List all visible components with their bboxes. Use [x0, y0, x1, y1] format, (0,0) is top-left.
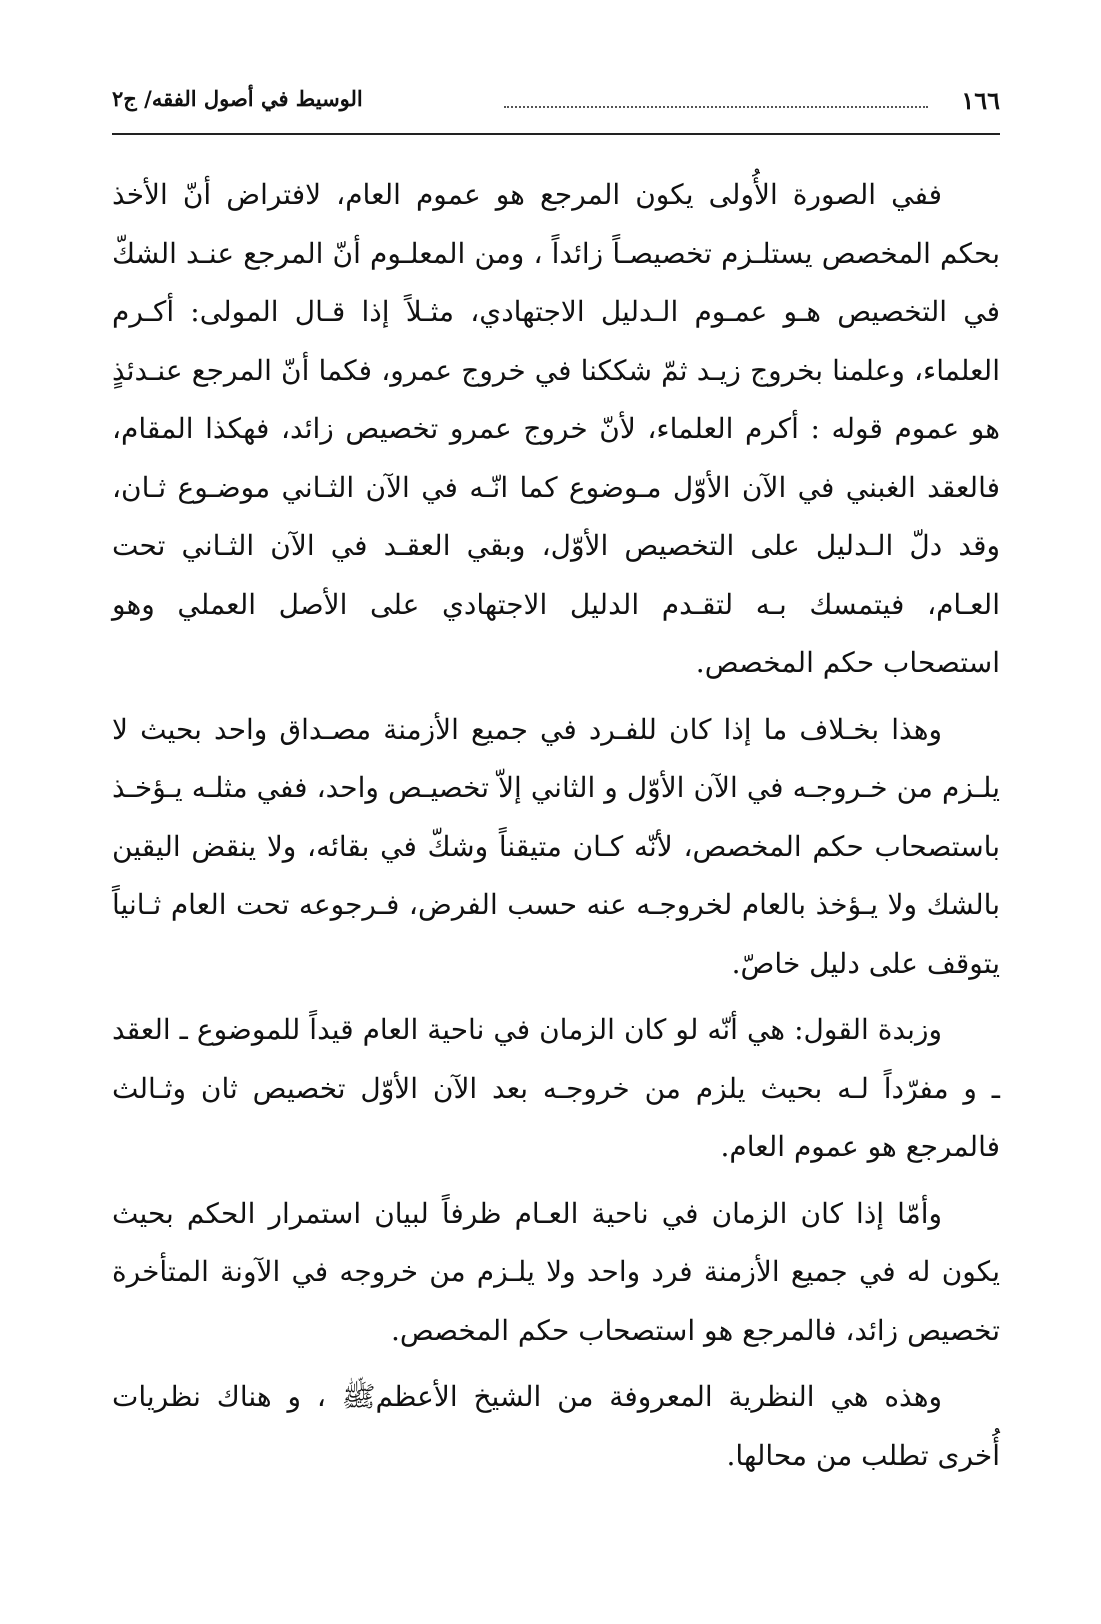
paragraph-4: وأمّا إذا كان الزمان في ناحية العـام ظرفاً لبيان استمرار الحكم بحيث يكون له في جميع الأزمنة فرد واحد ولا يلـزم من خروجه في الآونة المتأخرة تخصيص زائد، فالمرجع هو استصحاب حكم المخصص. [112, 1196, 1000, 1347]
header-rule [112, 133, 1000, 135]
paragraph-3: وزبدة القول: هي أنّه لو كان الزمان في ناحية العام قيداً للموضوع ـ العقد ـ و مفرّداً لـه بحيث يلزم من خروجـه بعد الآن الأوّل تخصيص ثان وثـالث فالمرجع هو عموم العام. [112, 1013, 1000, 1163]
paragraph-1: ففي الصورة الأُولى يكون المرجع هو عموم العام، لافتراض أنّ الأخذ بحكم المخصص يستلـزم تخصيصـاً زائداً ، ومن المعلـوم أنّ المرجع عنـد الشكّ في التخصيص هـو عمـوم الـدليل الاجتهادي، مثـلاً إذا قـال المولى: أكـرم العلماء، وعلمنا بخروج زيـد ثمّ شككنا في خروج عمرو، فكما أنّ المرجع عنـدئذٍ هو عموم قوله : أكرم العلماء، لأنّ خروج عمرو تخصيص زائد، فهكذا المقام، فالعقد الغبني في الآن الأوّل مـوضوع كما انّـه في الآن الثـاني موضـوع ثـان، وقد دلّ الـدليل على التخصيص الأوّل، وبقي العقـد في الآن الثـاني تحت العـام، فيتمسك بـه لتقـدم الدليل الاجتهادي على الأصل العملي وهو استصحاب حكم المخصص. [112, 178, 1000, 679]
paragraph-5: وهذه هي النظرية المعروفة من الشيخ الأعظمﷺ ، و هناك نظريات أُخرى تطلب من محالها. [112, 1380, 1000, 1472]
header-dotted-leader [504, 106, 928, 108]
running-title: الوسيط في أصول الفقه/ ج٢ [112, 86, 363, 111]
page-number: ١٦٦ [961, 86, 1000, 115]
paragraph-2: وهذا بخـلاف ما إذا كان للفـرد في جميع الأزمنة مصـداق واحد بحيث لا يلـزم من خـروجـه في الآن الأوّل و الثاني إلاّ تخصيـص واحد، ففي مثلـه يـؤخـذ باستصحاب حكم المخصص، لأنّه كـان متيقناً وشكّ في بقائه، ولا ينقض اليقين بالشك ولا يـؤخذ بالعام لخروجـه عنه حسب الفرض، فـرجوعه تحت العام ثـانياً يتوقف على دليل خاصّ. [112, 712, 1000, 980]
page-header [112, 82, 1000, 122]
body-text [112, 166, 1000, 1493]
